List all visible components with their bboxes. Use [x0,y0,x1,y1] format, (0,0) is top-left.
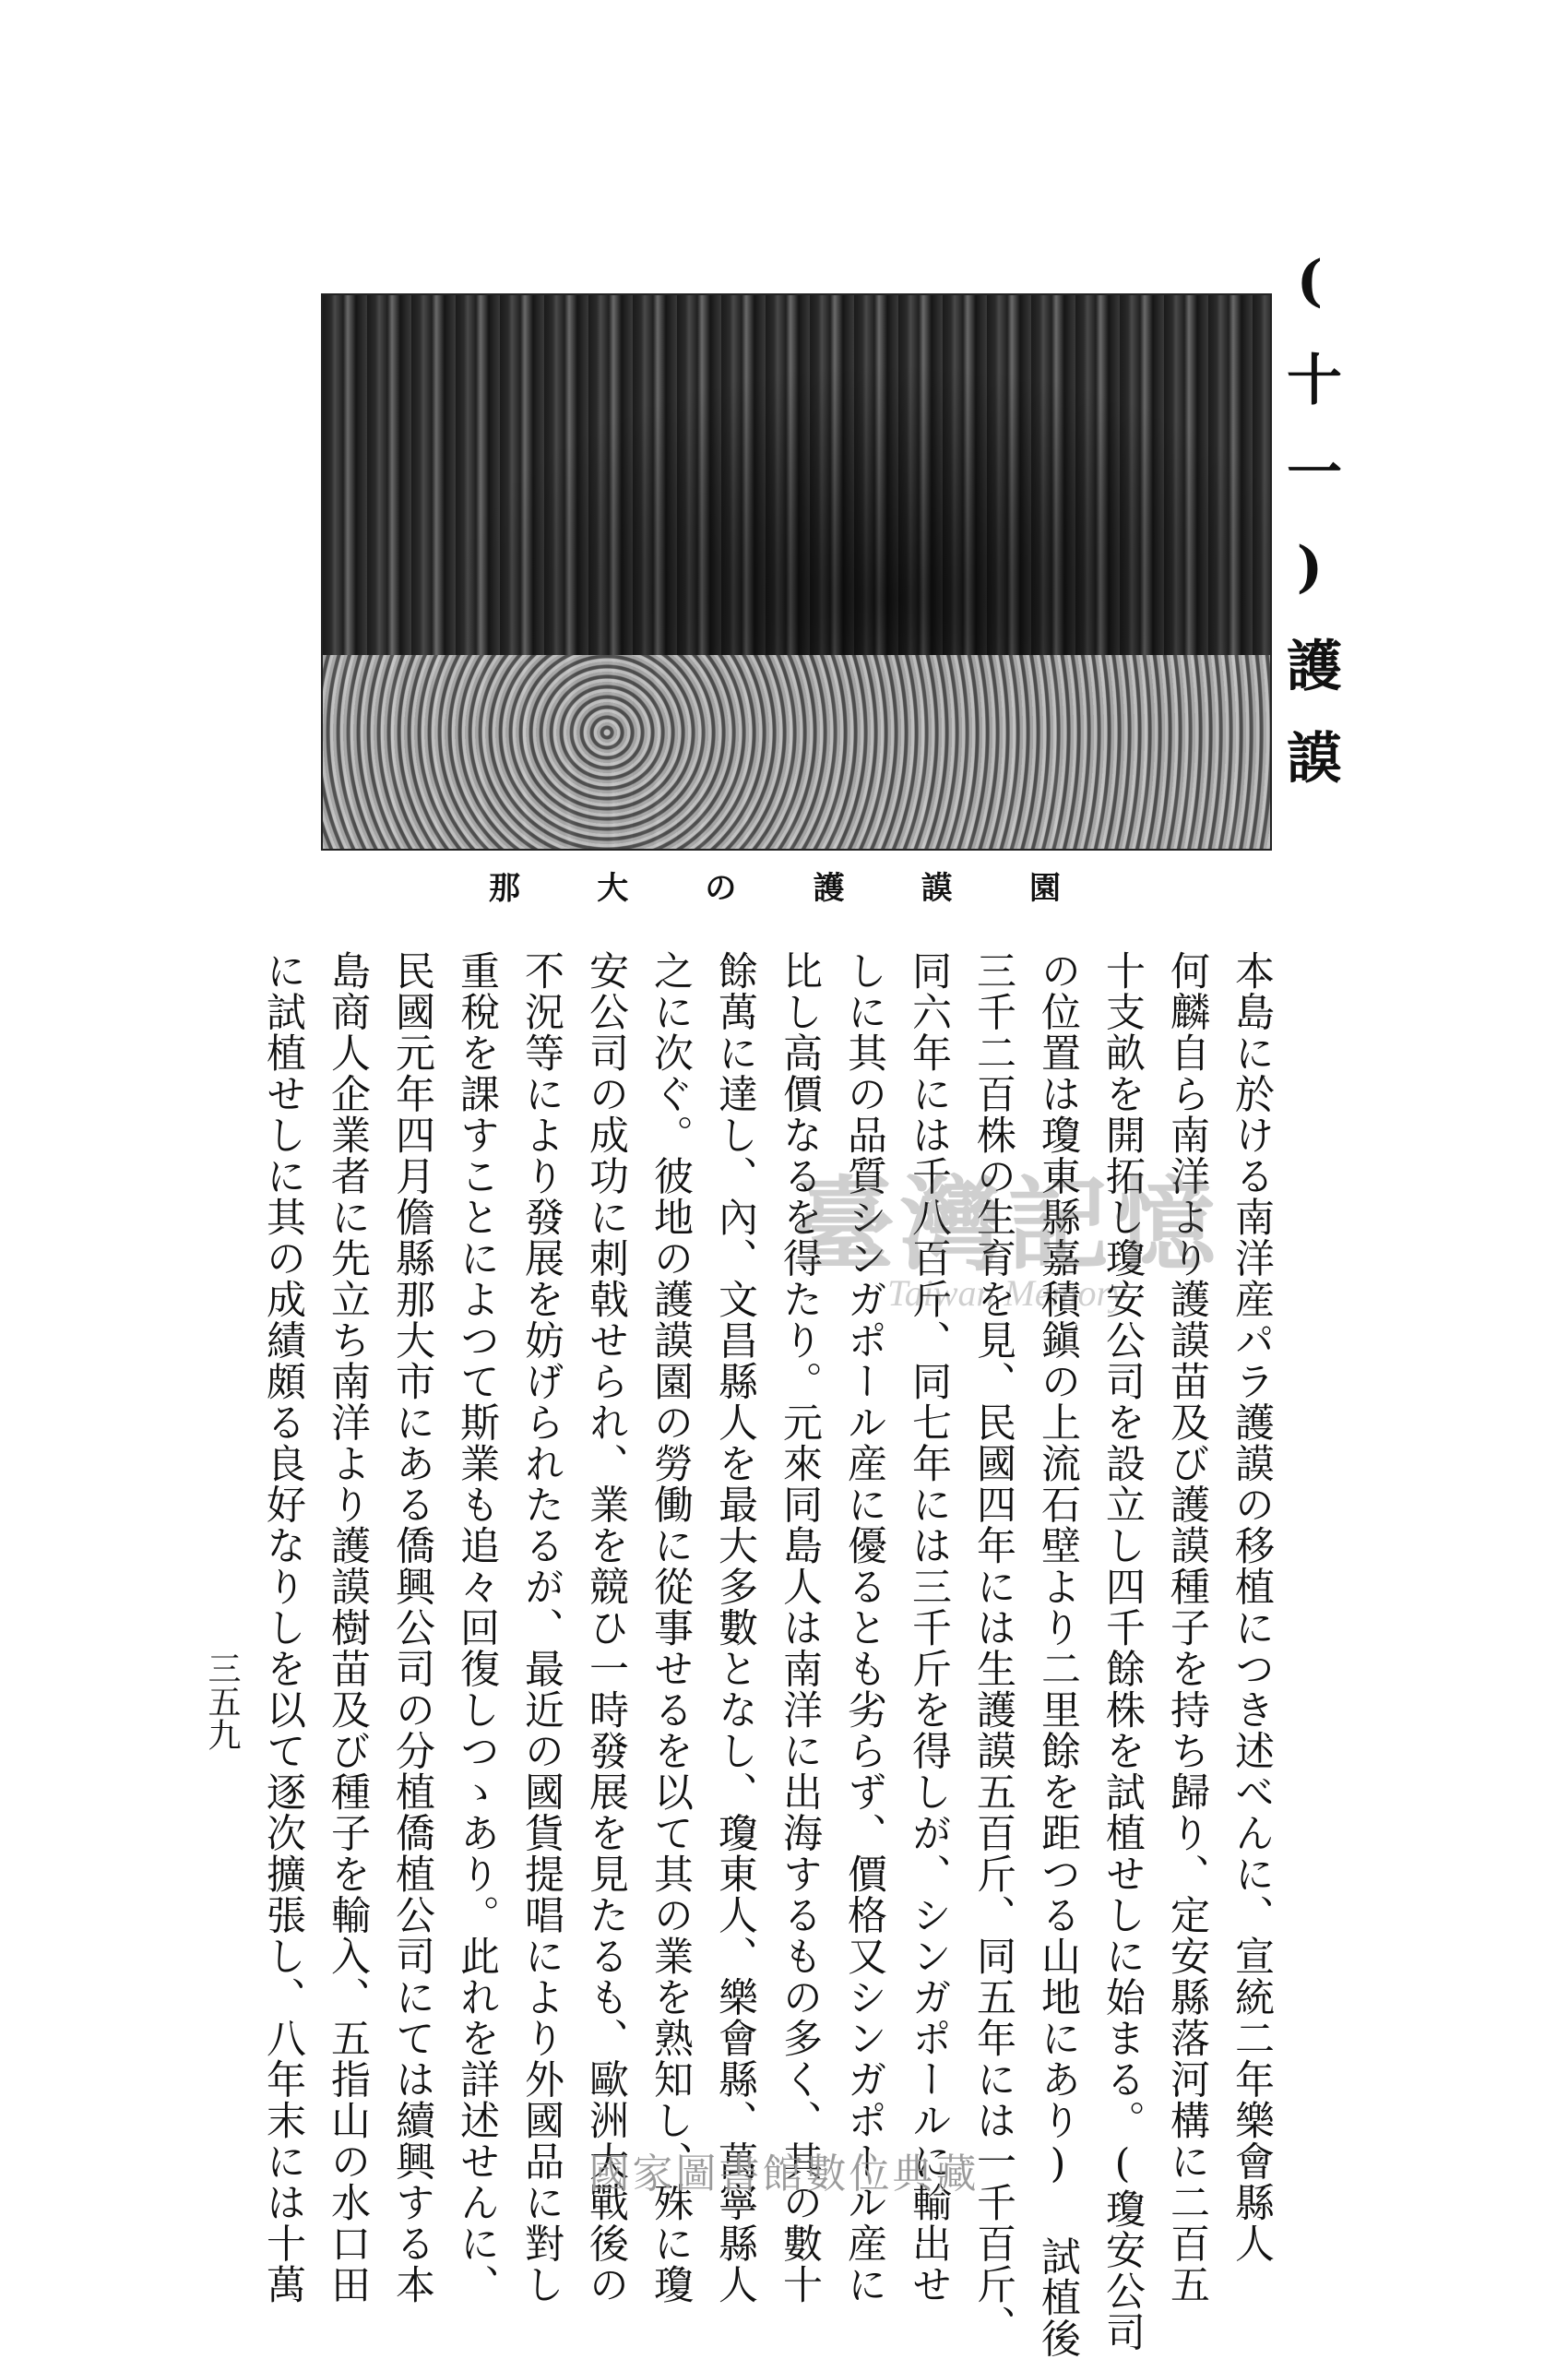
body-text-column: 島商人企業者に先立ち南洋より護謨樹苗及び種子を輸入、五指山の水口田 [325,950,371,2305]
footer-credit: 國家圖書館數位典藏 [588,2151,980,2198]
body-text-column: に試植せしに其の成績頗る良好なりしを以て逐次擴張し、八年末には十萬 [260,950,306,2305]
body-text-column: 不況等により發展を妨げられたるが、最近の國貨提唱により外國品に對し [518,950,564,2305]
body-text-column: 之に次ぐ。彼地の護謨園の勞働に從事せるを以て其の業を熟知し、殊に瓊 [647,950,694,2305]
body-text-column: 重稅を課すことによつて斯業も追々回復しつゝあり。此れを詳述せんに、 [454,950,500,2305]
body-text-column: しに其の品質シンガポール産に優るとも劣らず、價格又シンガポール産に [841,950,887,2305]
rubber-plantation-photo [321,293,1272,851]
body-text-column: 民國元年四月儋縣那大市にある僑興公司の分植僑植公司にては續興する本 [389,950,435,2305]
body-text-column: 同六年には千八百斤、同七年には三千斤を得しが、シンガポールに輸出せ [906,950,952,2305]
body-text-column: 本島に於ける南洋産パラ護謨の移植につき述べんに、宣統二年樂會縣人 [1229,950,1275,2264]
body-text-column: 比し高價なるを得たり。元來同島人は南洋に出海するもの多く、其の數十 [777,950,823,2305]
body-text-column: 十支畝を開拓し瓊安公司を設立し四千餘株を試植せしに始まる。(瓊安公司 [1099,950,1146,2353]
body-text-column: 三千二百株の生育を見、民國四年には生護謨五百斤、同五年には一千百斤、 [970,950,1016,2346]
caption-char: 園 [1028,870,1061,907]
watermark-english-text: Taiwan Memory [887,1272,1127,1314]
caption-char: 護 [813,870,845,907]
watermark-chinese-text: 臺灣記憶 [793,1165,1221,1284]
body-text-column: 何麟自ら南洋より護謨苗及び護謨種子を持ち歸り、定安縣落河構に二百五 [1164,950,1210,2305]
section-heading: (十一)護謨 [1277,249,1342,821]
page-number: 三五九 [203,1651,241,1751]
body-text-column: 安公司の成功に刺戟せられ、業を競ひ一時發展を見たるも、歐洲大戰後の [583,950,629,2305]
caption-char: 大 [597,870,629,907]
photo-caption [489,863,1061,908]
watermark-logo [793,1144,1221,1315]
body-text-column: の位置は瓊東縣嘉積鎭の上流石壁より二里餘を距つる山地にあり) 試植後 [1035,950,1081,2359]
caption-char: 謨 [921,870,953,907]
caption-char: 那 [489,870,520,907]
caption-char: の [705,870,737,907]
body-text-column: 餘萬に達し、內、文昌縣人を最大多數となし、瓊東人、樂會縣、萬寧縣人 [712,950,758,2305]
